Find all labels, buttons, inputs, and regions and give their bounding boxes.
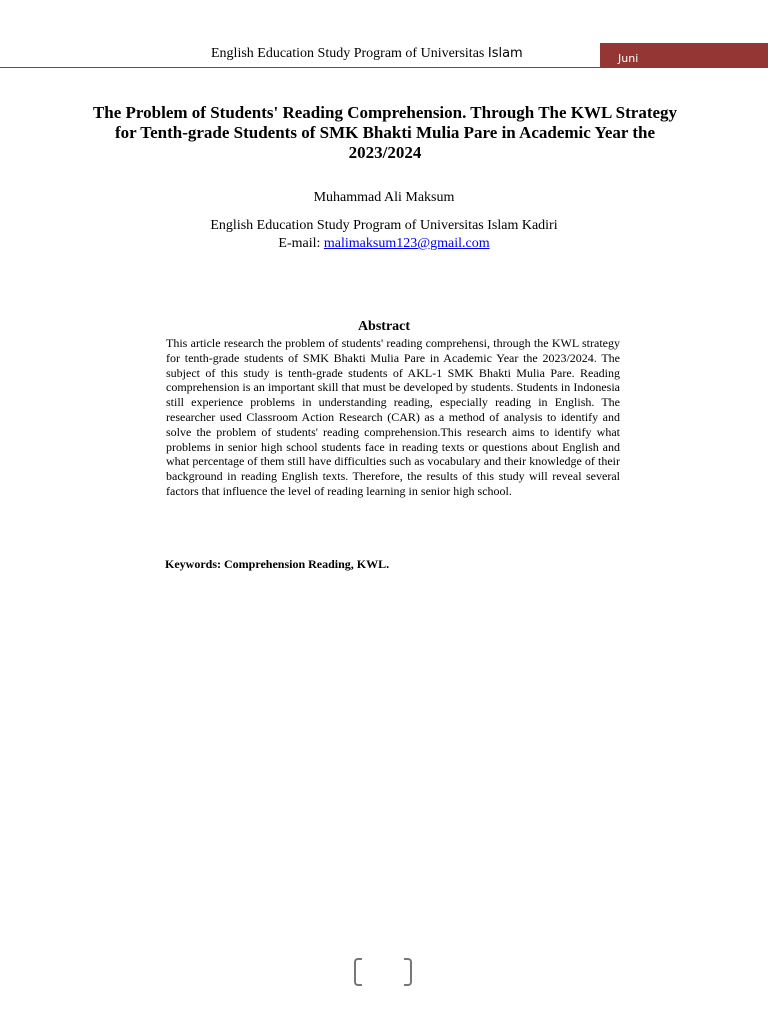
right-bracket-icon [404, 958, 412, 986]
author-name: Muhammad Ali Maksum [313, 190, 455, 205]
keywords: Keywords: Comprehension Reading, KWL. [165, 557, 390, 571]
header-month-label: Juni [618, 52, 639, 65]
page-number-brackets [354, 958, 412, 986]
left-bracket-icon [354, 958, 362, 986]
author-affiliation-block [0, 217, 768, 253]
header-rule [0, 67, 600, 68]
abstract-heading: Abstract [357, 319, 411, 334]
paper-title: The Problem of Students' Reading Comprehension. Through The KWL Strategy for Tenth-grade Students of SMK Bhakti Mulia Pare in Academic Year the 2023/2024 [92, 103, 678, 162]
running-header-tail: Islam [487, 46, 523, 61]
affiliation: English Education Study Program of Universitas Islam Kadiri [210, 218, 558, 233]
running-header [0, 0, 768, 70]
running-header-text [211, 46, 523, 62]
header-month-tab [600, 43, 768, 68]
email-link[interactable]: malimaksum123@gmail.com [323, 236, 490, 251]
email-line [0, 235, 768, 253]
running-header-main: English Education Study Program of Universitas [211, 46, 488, 61]
abstract-body: This article research the problem of students' reading comprehensi, through the KWL strategy for tenth-grade students of SMK Bhakti Mulia Pare in Academic Year the 2023/2024. The subject of this study is tenth-grade students of AKL-1 SMK Bhakti Mulia Pare. Reading comprehension is an important skill that must be developed by students. Students in Indonesia still experience problems in understanding reading, especially reading in English. The researcher used Classroom Action Research (CAR) as a method of analysis to identify and solve the problem of students' reading comprehension.This research aims to identify what problems in senior high school students face in reading texts or questions about English and what percentage of them still have difficulties such as vocabulary and their knowledge of their background in reading English texts. Therefore, the results of this study will reveal several factors that influence the level of reading learning in senior high school. [166, 336, 620, 498]
email-label: E-mail: [278, 236, 324, 251]
